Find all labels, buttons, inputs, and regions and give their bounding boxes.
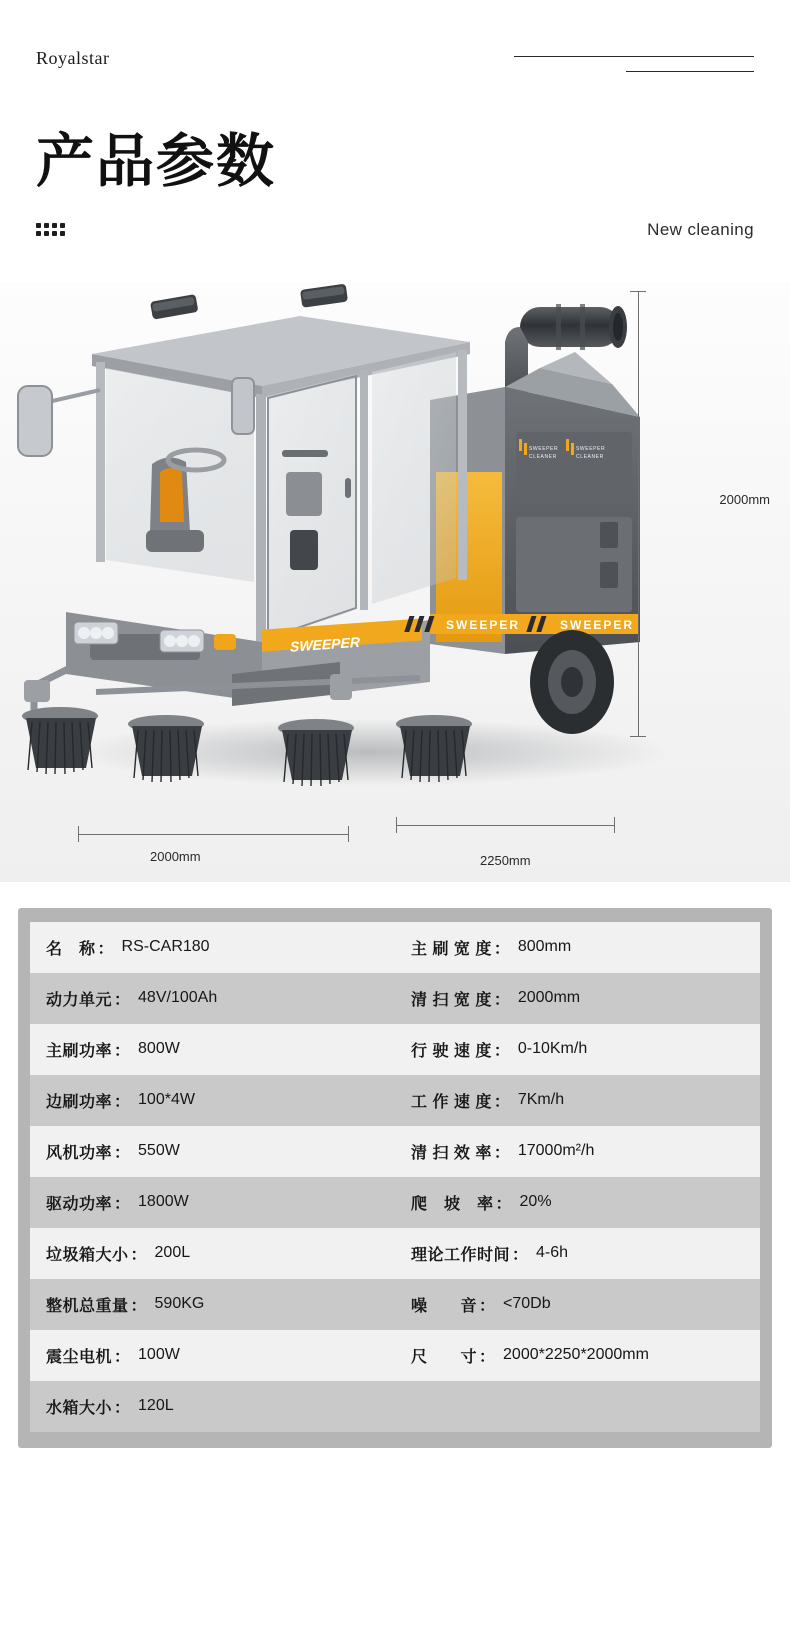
spec-colon: ： xyxy=(493,1093,510,1111)
rear-wheel xyxy=(530,630,614,734)
dim-tick-width-left xyxy=(78,826,79,842)
spec-key: 风机功率 xyxy=(46,1144,113,1162)
dim-line-height xyxy=(638,291,639,736)
product-image-area xyxy=(0,282,790,882)
product-illustration xyxy=(0,282,790,882)
spec-key: 清 扫 效 率 xyxy=(411,1144,492,1162)
spec-colon: ： xyxy=(512,1246,529,1264)
spec-colon: ： xyxy=(114,1399,131,1417)
spec-key: 边刷功率 xyxy=(46,1093,113,1111)
spec-row xyxy=(30,1126,395,1177)
side-mirror xyxy=(18,386,100,456)
spec-row xyxy=(30,973,395,1024)
dim-tick-height-top xyxy=(630,291,646,292)
spec-table-panel xyxy=(18,908,772,1448)
dim-tick-height-bottom xyxy=(630,736,646,737)
spec-value: 100*4W xyxy=(138,1091,195,1109)
spec-colon: ： xyxy=(130,1297,147,1315)
spec-value: 100W xyxy=(138,1346,180,1364)
spec-value: 200L xyxy=(154,1244,191,1262)
header-rule-group xyxy=(514,56,754,72)
subtitle-english: New cleaning xyxy=(647,219,754,239)
spec-row xyxy=(30,1075,395,1126)
spec-row xyxy=(395,1075,760,1126)
spec-colon: ： xyxy=(114,991,131,1009)
spec-colon: ： xyxy=(130,1246,147,1264)
spec-colon: ： xyxy=(493,1042,510,1060)
spec-value: 4-6h xyxy=(536,1244,569,1262)
spec-row xyxy=(30,1177,395,1228)
dim-tick-length-left xyxy=(396,817,397,833)
spec-key: 噪 音 xyxy=(411,1297,478,1315)
spec-row xyxy=(395,1024,760,1075)
spec-key: 名 称 xyxy=(46,940,96,958)
spec-key: 主刷功率 xyxy=(46,1042,113,1060)
spec-value: 17000m²/h xyxy=(517,1142,595,1160)
side-sweeper-text-1: SWEEPER xyxy=(446,617,521,632)
spec-key: 水箱大小 xyxy=(46,1399,113,1417)
spec-colon: ： xyxy=(479,1348,496,1366)
spec-value: 2000*2250*2000mm xyxy=(503,1346,649,1364)
operator-cab xyxy=(18,283,470,643)
dimension-height-label: 2000mm xyxy=(719,491,770,507)
spec-colon: ： xyxy=(479,1297,496,1315)
spec-row xyxy=(395,1177,760,1228)
spec-value: 800W xyxy=(138,1040,180,1058)
spec-key: 震尘电机 xyxy=(46,1348,113,1366)
spec-value: 48V/100Ah xyxy=(138,989,218,1007)
spec-key: 爬 坡 率 xyxy=(411,1195,494,1213)
spec-row xyxy=(395,1228,760,1279)
spec-key: 驱动功率 xyxy=(46,1195,113,1213)
dimension-length-label: 2250mm xyxy=(480,852,531,868)
spec-row xyxy=(395,922,760,973)
spec-colon: ： xyxy=(114,1042,131,1060)
spec-row xyxy=(395,1330,760,1381)
spec-value: 0-10Km/h xyxy=(517,1040,588,1058)
spec-colon: ： xyxy=(495,1195,512,1213)
page-title: 产品参数 xyxy=(36,127,277,195)
spec-table xyxy=(30,922,760,1432)
spec-colon: ： xyxy=(114,1093,131,1111)
front-sweeper-text: SWEEPER xyxy=(290,633,360,655)
spec-value: <70Db xyxy=(503,1295,551,1313)
side-sweeper-text-2: SWEEPER xyxy=(560,617,635,632)
spec-value: 7Km/h xyxy=(517,1091,565,1109)
sweeper-vehicle-graphic xyxy=(0,282,790,882)
title-block xyxy=(0,120,790,194)
dim-tick-length-right xyxy=(614,817,615,833)
spec-row xyxy=(30,1381,395,1432)
spec-row xyxy=(30,1024,395,1075)
spec-colon: ： xyxy=(114,1144,131,1162)
svg-text:SWEEPER: SWEEPER xyxy=(576,445,606,452)
spec-value: 1800W xyxy=(138,1193,189,1211)
spec-value: 2000mm xyxy=(517,989,581,1007)
spec-row xyxy=(30,1330,395,1381)
spec-row-empty xyxy=(395,1381,760,1432)
spec-colon: ： xyxy=(493,991,510,1009)
spec-colon: ： xyxy=(114,1348,131,1366)
spec-row xyxy=(30,1228,395,1279)
header-rule-top xyxy=(514,56,754,57)
brand-logo: Royalstar xyxy=(36,48,110,68)
svg-text:CLEANER: CLEANER xyxy=(529,453,557,460)
spec-row xyxy=(30,1279,395,1330)
svg-text:CLEANER: CLEANER xyxy=(576,453,604,460)
dim-line-length xyxy=(396,825,614,826)
spec-value: 590KG xyxy=(154,1295,205,1313)
spec-key: 主 刷 宽 度 xyxy=(411,940,492,958)
spec-value: 20% xyxy=(519,1193,552,1211)
spec-row xyxy=(30,922,395,973)
svg-text:SWEEPER: SWEEPER xyxy=(529,445,559,452)
spec-key: 工 作 速 度 xyxy=(411,1093,492,1111)
spec-value: 800mm xyxy=(517,938,572,956)
spec-row xyxy=(395,1279,760,1330)
spec-row xyxy=(395,1126,760,1177)
spec-colon: ： xyxy=(114,1195,131,1213)
spec-row xyxy=(395,973,760,1024)
subtitle-row xyxy=(0,194,790,240)
dimension-width-label: 2000mm xyxy=(150,848,201,864)
spec-key: 整机总重量 xyxy=(46,1297,129,1315)
spec-value: RS-CAR180 xyxy=(121,938,210,956)
spec-key: 行 驶 速 度 xyxy=(411,1042,492,1060)
header-rule-bottom xyxy=(626,71,754,72)
dim-line-width xyxy=(78,834,348,835)
spec-key: 理论工作时间 xyxy=(411,1246,511,1264)
spec-key: 尺 寸 xyxy=(411,1348,478,1366)
page-header xyxy=(0,0,790,120)
spec-key: 动力单元 xyxy=(46,991,113,1009)
spec-colon: ： xyxy=(493,940,510,958)
spec-colon: ： xyxy=(97,940,114,958)
spec-key: 垃圾箱大小 xyxy=(46,1246,129,1264)
dot-grid-icon xyxy=(36,223,65,236)
dim-tick-width-right xyxy=(348,826,349,842)
spec-key: 清 扫 宽 度 xyxy=(411,991,492,1009)
spec-value: 550W xyxy=(138,1142,180,1160)
roof-lights xyxy=(150,283,348,319)
spec-value: 120L xyxy=(138,1397,174,1415)
spec-colon: ： xyxy=(493,1144,510,1162)
